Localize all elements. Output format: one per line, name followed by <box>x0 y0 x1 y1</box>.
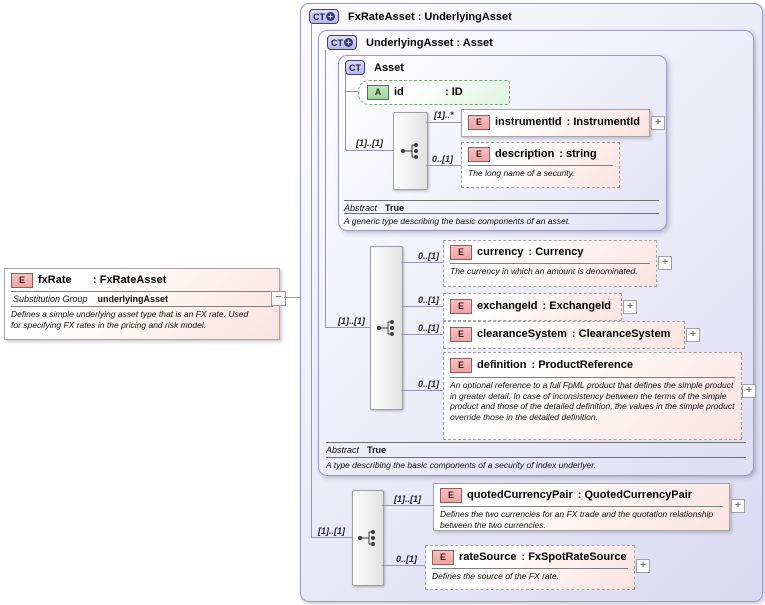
element-type: : FxSpotRateSource <box>521 551 627 563</box>
sequence-compositor-fxrateasset[interactable] <box>352 490 384 586</box>
element-type: : InstrumentId <box>566 116 640 128</box>
connector-line <box>311 537 352 538</box>
expand-toggle[interactable]: + <box>651 116 665 130</box>
complextype-title: Asset <box>374 61 404 74</box>
expand-toggle[interactable]: + <box>742 384 756 398</box>
element-name: quotedCurrencyPair <box>467 489 573 501</box>
element-icon: E <box>432 550 454 565</box>
type-annotation: A type describing the basic components of a security of index underlyer. <box>326 460 597 470</box>
complextype-title: FxRateAsset : UnderlyingAsset <box>348 10 512 23</box>
attribute-name: id <box>394 86 404 98</box>
element-icon: E <box>450 299 472 314</box>
connector-line <box>382 505 433 506</box>
element-box-description[interactable] <box>461 142 620 188</box>
element-type: : ClearanceSystem <box>571 328 671 340</box>
element-type: : Currency <box>528 246 584 258</box>
substitution-group-label: Substitution Group <box>13 294 88 304</box>
connector-line <box>325 327 370 328</box>
complextype-header-asset <box>345 60 404 75</box>
connector-line <box>325 50 326 327</box>
element-annotation: The currency in which an amount is denominated. <box>450 266 638 276</box>
connector-line <box>401 334 443 335</box>
type-annotation: A generic type describing the basic components of an asset. <box>344 216 571 226</box>
connector-line <box>401 306 443 307</box>
abstract-label: Abstract <box>326 445 360 455</box>
cardinality-label: 0..[1] <box>418 379 440 389</box>
element-box-quotedcurrencypair[interactable] <box>433 483 730 531</box>
connector-line <box>345 72 346 150</box>
element-box-ratesource[interactable] <box>425 545 635 590</box>
attribute-box-id[interactable] <box>358 80 510 105</box>
element-box-definition[interactable] <box>443 352 742 440</box>
cardinality-label: 0..[1] <box>396 554 418 564</box>
element-header <box>444 322 684 346</box>
derived-plus-icon: + <box>344 38 353 47</box>
attribute-type: : ID <box>445 86 463 98</box>
abstract-label: Abstract <box>344 203 378 213</box>
cardinality-label: [1]..[1] <box>338 316 365 326</box>
complextype-icon <box>327 35 357 50</box>
attribute-header-id <box>359 81 509 103</box>
sequence-compositor-asset[interactable] <box>393 112 428 190</box>
cardinality-label: 0..[1] <box>418 251 440 261</box>
element-type: : ProductReference <box>531 359 633 371</box>
sequence-icon <box>357 527 379 549</box>
expand-toggle[interactable]: + <box>658 256 672 270</box>
element-annotation: An optional reference to a full FpML product that defines the simple product in greater detail. In case of inconsistency between the terms of the simple product and those of the detailed definition, the values in the simple product override those in the detailed definition. <box>450 380 735 422</box>
connector-line <box>426 165 461 166</box>
collapse-toggle[interactable]: − <box>271 291 286 306</box>
complextype-icon-label: CT <box>313 11 325 22</box>
abstract-value: True <box>367 445 387 455</box>
element-name: instrumentId <box>495 116 562 128</box>
element-annotation: Defines the source of the FX rate. <box>432 571 560 581</box>
element-header <box>462 110 649 134</box>
section-line <box>326 442 746 443</box>
element-icon: E <box>11 273 33 288</box>
complextype-icon <box>345 60 365 75</box>
element-header <box>444 241 656 263</box>
element-name: fxRate <box>38 274 72 286</box>
section-line <box>344 213 659 214</box>
derived-plus-icon: + <box>326 12 335 21</box>
sequence-icon <box>376 317 398 339</box>
element-box-exchangeid[interactable] <box>443 293 622 321</box>
cardinality-label: [1]..[1] <box>394 494 421 504</box>
cardinality-label: [1]..[1] <box>356 138 383 148</box>
complextype-title: UnderlyingAsset : Asset <box>366 36 493 49</box>
element-icon: E <box>450 358 472 373</box>
expand-toggle[interactable]: + <box>731 499 745 513</box>
complextype-icon <box>309 9 339 24</box>
element-icon: E <box>468 115 490 130</box>
element-name: description <box>495 148 555 160</box>
element-box-fxrate[interactable] <box>4 268 280 340</box>
section-line <box>344 200 659 201</box>
element-name: rateSource <box>459 551 517 563</box>
element-box-instrumentid[interactable] <box>461 109 650 137</box>
element-type: : QuotedCurrencyPair <box>577 489 693 501</box>
substitution-group-row <box>5 292 279 306</box>
element-box-clearancesystem[interactable] <box>443 321 685 349</box>
element-name: clearanceSystem <box>477 328 567 340</box>
element-name: definition <box>477 359 527 371</box>
element-type: : string <box>559 148 597 160</box>
connector-line <box>345 91 358 92</box>
element-annotation: The long name of a security. <box>468 168 575 178</box>
connector-line <box>426 122 461 123</box>
connector-line <box>284 297 300 298</box>
complextype-icon-label: CT <box>349 62 361 73</box>
connector-line <box>401 262 443 263</box>
element-type: : FxRateAsset <box>93 274 167 286</box>
complextype-header-fxrateasset <box>309 9 512 24</box>
element-header <box>426 546 634 568</box>
element-name: exchangeId <box>477 300 538 312</box>
connector-line <box>382 565 425 566</box>
connector-line <box>345 150 393 151</box>
substitution-group-value: underlyingAsset <box>97 294 169 304</box>
cardinality-label: 0..[1] <box>432 154 454 164</box>
element-icon: E <box>450 327 472 342</box>
cardinality-label: 0..[1] <box>418 323 440 333</box>
cardinality-label: [1]..* <box>434 110 454 120</box>
expand-toggle[interactable]: + <box>636 559 650 573</box>
element-annotation: Defines the two currencies for an FX trade and the quotation relationship between the two currencies. <box>440 509 714 530</box>
element-icon: E <box>468 147 490 162</box>
element-header <box>444 353 741 377</box>
expand-toggle[interactable]: + <box>623 300 637 314</box>
abstract-value: True <box>385 203 405 213</box>
cardinality-label: [1]..[1] <box>318 526 345 536</box>
complextype-icon-label: CT <box>331 37 343 48</box>
sequence-compositor-underlyingasset[interactable] <box>370 246 403 410</box>
connector-line <box>401 390 443 391</box>
element-header <box>444 294 621 318</box>
element-name: currency <box>477 246 524 258</box>
sequence-icon <box>400 140 422 162</box>
complextype-header-underlyingasset <box>327 35 493 50</box>
cardinality-label: 0..[1] <box>418 295 440 305</box>
element-header <box>462 143 619 165</box>
element-header <box>434 484 729 506</box>
section-line <box>326 457 746 458</box>
connector-line <box>311 24 312 537</box>
expand-toggle[interactable]: + <box>686 328 700 342</box>
attribute-icon: A <box>367 85 389 100</box>
element-annotation: Defines a simple underlying asset type that is an FX rate. Used for specifying FX rates in the pricing and risk model. <box>11 309 249 330</box>
element-box-currency[interactable] <box>443 240 657 287</box>
element-type: : ExchangeId <box>542 300 611 312</box>
element-icon: E <box>450 245 472 260</box>
element-icon: E <box>440 488 462 503</box>
element-header-fxrate <box>5 269 279 291</box>
